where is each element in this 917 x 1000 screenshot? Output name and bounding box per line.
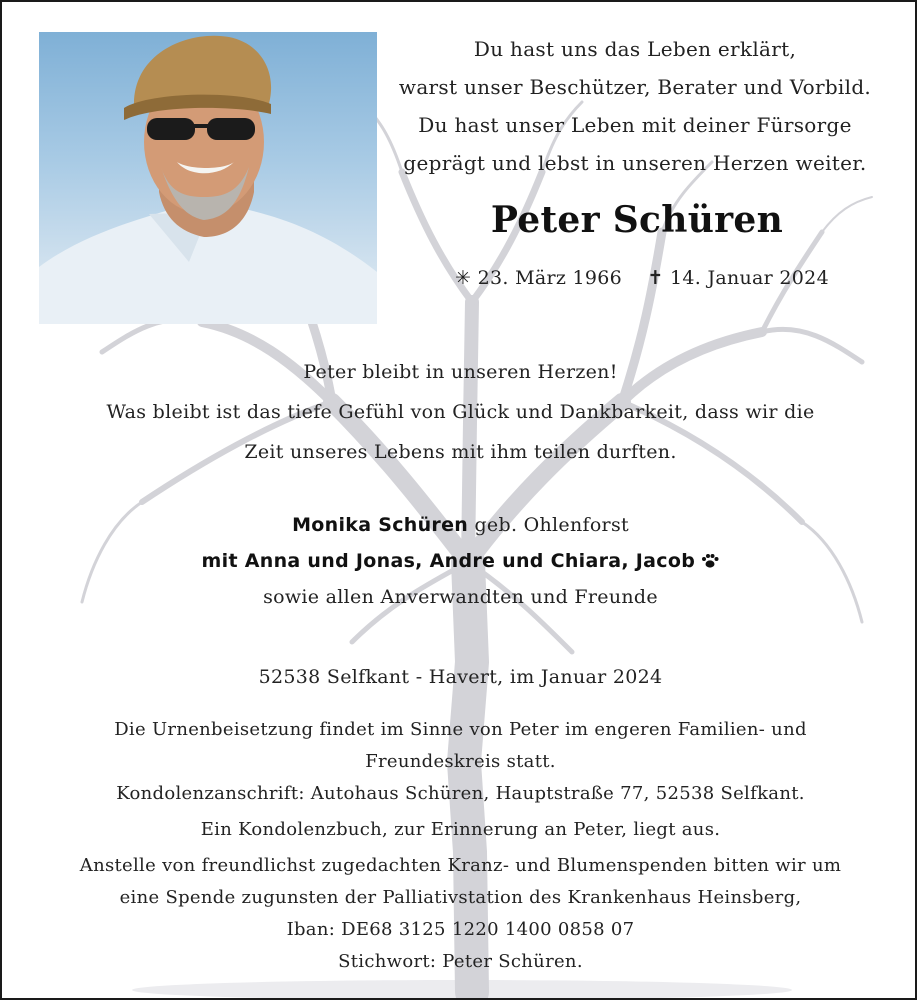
- place-date: 52538 Selfkant - Havert, im Januar 2024: [258, 666, 663, 688]
- funeral-details: [62, 714, 859, 978]
- details-line: Kondolenzanschrift: Autohaus Schüren, Hauptstraße 77, 52538 Selfkant.: [116, 783, 805, 804]
- primary-mourner: [102, 507, 819, 543]
- family-names: mit Anna und Jonas, Andre und Chiara, Jacob: [201, 550, 696, 572]
- deceased-name: Peter Schüren: [490, 199, 784, 241]
- memorial-quote: [382, 30, 888, 182]
- primary-mourner-suffix: geb. Ohlenforst: [474, 514, 629, 536]
- details-line: Freundeskreis statt.: [365, 751, 556, 772]
- message-line: Peter bleibt in unseren Herzen!: [303, 361, 618, 383]
- keyword-line: Stichwort: Peter Schüren.: [338, 951, 583, 972]
- message-line: Zeit unseres Lebens mit ihm teilen durften.: [244, 441, 677, 463]
- message-line: Was bleibt ist das tiefe Gefühl von Glück und Dankbarkeit, dass wir die: [106, 401, 815, 423]
- family-line: [102, 543, 819, 579]
- primary-mourner-name: Monika Schüren: [292, 514, 469, 536]
- quote-line: Du hast unser Leben mit deiner Fürsorge: [418, 113, 852, 137]
- mourners-block: [102, 507, 819, 615]
- other-mourners: sowie allen Anverwandten und Freunde: [263, 586, 658, 608]
- death-date: 14. Januar 2024: [669, 267, 829, 289]
- quote-line: geprägt und lebst in unseren Herzen weiter.: [403, 151, 867, 175]
- iban-line: Iban: DE68 3125 1220 1400 0858 07: [286, 919, 635, 940]
- birth-date: 23. März 1966: [477, 267, 623, 289]
- details-line: eine Spende zugunsten der Palliativstation des Krankenhaus Heinsberg,: [119, 887, 802, 908]
- quote-line: Du hast uns das Leben erklärt,: [473, 37, 797, 61]
- paw-icon: [701, 553, 719, 569]
- details-line: Die Urnenbeisetzung findet im Sinne von Peter im engeren Familien- und: [114, 719, 807, 740]
- remembrance-message: [62, 352, 859, 472]
- details-line: Anstelle von freundlichst zugedachten Kranz- und Blumenspenden bitten wir um: [79, 855, 842, 876]
- details-line: Ein Kondolenzbuch, zur Erinnerung an Peter, liegt aus.: [200, 819, 721, 840]
- portrait-photo: [39, 32, 377, 324]
- birth-star-icon: ✳: [455, 267, 472, 289]
- life-dates: [442, 267, 842, 289]
- quote-line: warst unser Beschützer, Berater und Vorbild.: [398, 75, 872, 99]
- death-cross-icon: ✝: [647, 267, 664, 289]
